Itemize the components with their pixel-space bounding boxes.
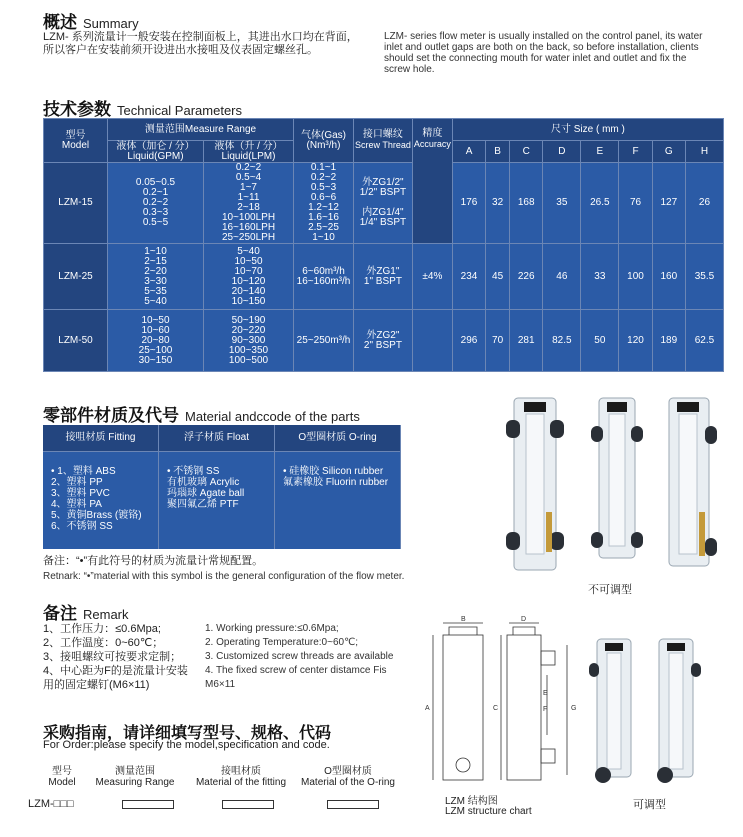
- order-box-oring[interactable]: [327, 800, 379, 809]
- order-header: [43, 766, 403, 788]
- th-model-zh: 型号: [65, 129, 86, 141]
- th-model: [44, 119, 108, 163]
- row-size: 26.5: [581, 163, 619, 244]
- row-lpm: 0.2~2 0.5~4 1~7 1~11 2~18 10~100LPH 16~160LPH 25~250LPH: [204, 163, 294, 244]
- row-thread: 外ZG1" 1" BSPT: [354, 244, 413, 310]
- row-size: 234: [452, 244, 485, 310]
- th-fitting: 接咀材质 Fitting: [43, 425, 159, 451]
- th-size-a: A: [452, 141, 485, 163]
- th-lpm-zh: 液体（升 / 分）: [214, 140, 283, 152]
- order-col1-zh: 型号: [52, 766, 72, 777]
- th-size: 尺寸 Size ( mm ): [452, 119, 723, 141]
- row-size: 76: [619, 163, 652, 244]
- row-size: 32: [486, 163, 510, 244]
- row-size: 189: [652, 310, 685, 372]
- order-col3-zh: 接咀材质: [221, 766, 261, 777]
- row-thread: 外ZG2" 2" BSPT: [354, 310, 413, 372]
- row-lpm: 50~190 20~220 90~300 100~350 100~500: [204, 310, 294, 372]
- label-E: E: [543, 690, 548, 697]
- th-size-b: B: [486, 141, 510, 163]
- parts-title-zh: 零部件材质及代号: [43, 406, 179, 425]
- flowmeter-illustration: [669, 398, 717, 566]
- th-float: 浮子材质 Float: [159, 425, 275, 451]
- th-gas-zh: 气体(Gas): [301, 129, 346, 141]
- flowmeter-illustration: [589, 639, 631, 783]
- row-size: 160: [652, 244, 685, 310]
- remark-list-zh: 1、工作压力：≤0.6Mpa; 2、工作温度：0~60℃； 3、接咀螺纹可按要求定制； 4、中心距为F的是流量计安装 用的固定螺钉(M6×11): [43, 623, 188, 691]
- row-size: 35: [543, 163, 581, 244]
- row-gpm: 10~50 10~60 20~80 25~100 30~150: [108, 310, 204, 372]
- row-size: 281: [510, 310, 543, 372]
- row-size: 296: [452, 310, 485, 372]
- remark-title-en: Remark: [83, 607, 129, 622]
- th-acc-en: Accuracy: [413, 139, 451, 149]
- row-model: LZM-25: [44, 244, 108, 310]
- order-col4-zh: O型圈材质: [324, 766, 372, 777]
- parts-note-zh: 备注：“•”有此符号的材质为流量计常规配置。: [43, 555, 264, 567]
- label-B: B: [461, 616, 466, 623]
- table-row: [44, 310, 724, 372]
- order-col2-en: Measuring Range: [95, 777, 175, 788]
- order-code: LZM-□□□: [28, 798, 74, 810]
- parts-table: [43, 425, 401, 549]
- row-model: LZM-50: [44, 310, 108, 372]
- th-size-e: E: [581, 141, 619, 163]
- order-box-fitting[interactable]: [222, 800, 274, 809]
- row-model: LZM-15: [44, 163, 108, 244]
- caption-structure-zh: LZM 结构图: [445, 796, 498, 807]
- row-size: 62.5: [685, 310, 723, 372]
- parts-heading: [43, 401, 360, 426]
- th-thread-zh: 接口螺纹: [362, 129, 403, 140]
- row-gas: 6~60m³/h 16~160m³/h: [294, 244, 354, 310]
- th-size-d: D: [543, 141, 581, 163]
- label-D: D: [521, 616, 527, 623]
- row-size: 46: [543, 244, 581, 310]
- row-size: 50: [581, 310, 619, 372]
- caption-non-adjustable: 不可调型: [588, 584, 632, 596]
- oring-list: • 硅橡胶 Silicon rubber 氟素橡胶 Fluorin rubber: [275, 452, 401, 549]
- caption-adjustable: 可调型: [633, 799, 666, 811]
- row-thread: 外ZG1/2" 1/2" BSPT 内ZG1/4" 1/4" BSPT: [354, 163, 413, 244]
- tech-table: [43, 118, 724, 372]
- order-col1-en: Model: [48, 777, 76, 788]
- th-accuracy: [412, 119, 452, 244]
- row-gas: 0.1~1 0.2~2 0.5~3 0.6~6 1.2~12 1.6~16 2.5~25 1~10: [294, 163, 354, 244]
- row-gpm: 1~10 2~15 2~20 3~30 5~35 5~40: [108, 244, 204, 310]
- th-gpm-en: Liquid(GPM): [127, 150, 184, 162]
- summary-heading: [43, 8, 139, 33]
- label-C: C: [493, 705, 499, 712]
- float-list: • 不锈钢 SS 有机玻璃 Acrylic 玛瑙球 Agate ball 聚四氟乙烯 PTF: [159, 452, 275, 549]
- flowmeter-illustration: [506, 398, 564, 570]
- order-col3-en: Material of the fitting: [195, 777, 287, 788]
- row-lpm: 5~40 10~50 10~70 10~120 20~140 10~150: [204, 244, 294, 310]
- tech-title-zh: 技术参数: [43, 100, 111, 119]
- th-range: 测量范围Measure Range: [108, 119, 294, 141]
- flowmeter-illustration: [591, 398, 643, 558]
- label-F: F: [543, 706, 548, 713]
- remark-title-zh: 备注: [43, 604, 77, 623]
- row-size: 35.5: [685, 244, 723, 310]
- tech-heading: [43, 95, 242, 120]
- summary-title-zh: 概述: [43, 13, 77, 32]
- row-size: 120: [619, 310, 652, 372]
- flowmeter-illustration: [657, 639, 701, 783]
- th-size-h: H: [685, 141, 723, 163]
- th-model-en: Model: [61, 139, 90, 151]
- row-accuracy-blank: [412, 310, 452, 372]
- summary-text-zh: LZM- 系列流量计一般安装在控制面板上，其进出水口均在背面，所以客户在安装前须开设进出水接咀及仪表固定螺丝孔。: [43, 31, 358, 56]
- label-A: A: [425, 705, 430, 712]
- order-col2-zh: 测量范围: [115, 766, 155, 777]
- row-size: 45: [486, 244, 510, 310]
- th-oring: O型圈材质 O-ring: [275, 425, 401, 451]
- parts-note-en: Retnark: “•”material with this symbol is the general configuration of the flow meter.: [43, 571, 405, 582]
- th-size-c: C: [510, 141, 543, 163]
- th-gas-en: (Nm³/h): [306, 139, 341, 151]
- th-gas: [294, 119, 354, 163]
- th-lpm: [204, 141, 294, 163]
- th-thread: [354, 119, 413, 163]
- flowmeters-photo-top: [500, 392, 730, 572]
- structure-diagram: [415, 615, 583, 795]
- flowmeters-photo-bottom: [585, 635, 715, 795]
- th-gpm-zh: 液体（加仑 / 分）: [116, 140, 195, 152]
- row-size: 127: [652, 163, 685, 244]
- row-size: 226: [510, 244, 543, 310]
- th-lpm-en: Liquid(LPM): [221, 150, 276, 162]
- th-size-g: G: [652, 141, 685, 163]
- row-size: 26: [685, 163, 723, 244]
- label-G: G: [571, 705, 577, 712]
- caption-structure-en: LZM structure chart: [445, 806, 532, 817]
- order-title-en: For Order:please specify the model,specification and code.: [43, 739, 330, 751]
- order-title-zh: 采购指南，请详细填写型号、规格、代码: [43, 725, 332, 742]
- row-accuracy: ±4%: [412, 244, 452, 310]
- remark-list-en: 1. Working pressure:≤0.6Mpa; 2. Operating Temperature:0~60℃; 3. Customized screw threads are available 4. The fixed screw of center distamce Fis M6×11: [205, 623, 394, 690]
- summary-text-en: LZM- series flow meter is usually installed on the control panel, its water inlet and outlet gaps are both on the back, so before installation, clients should set the connecting mouth for water inlet and outlet and fix the screw hole.: [384, 31, 703, 75]
- row-gpm: 0.05~0.5 0.2~1 0.2~2 0.3~3 0.5~5: [108, 163, 204, 244]
- order-box-range[interactable]: [122, 800, 174, 809]
- table-row: [44, 163, 724, 244]
- th-thread-en: Screw Thread: [355, 140, 411, 150]
- th-gpm: [108, 141, 204, 163]
- fitting-list: • 1、塑料 ABS 2、塑料 PP 3、塑料 PVC 4、塑料 PA 5、黄铜Brass (镀铬) 6、不锈钢 SS: [43, 452, 159, 549]
- th-acc-zh: 精度: [422, 128, 443, 139]
- row-size: 176: [452, 163, 485, 244]
- row-gas: 25~250m³/h: [294, 310, 354, 372]
- row-size: 82.5: [543, 310, 581, 372]
- row-size: 100: [619, 244, 652, 310]
- row-size: 33: [581, 244, 619, 310]
- tech-title-en: Technical Parameters: [117, 103, 242, 118]
- row-size: 168: [510, 163, 543, 244]
- remark-heading: [43, 599, 129, 624]
- summary-title-en: Summary: [83, 16, 139, 31]
- row-size: 70: [486, 310, 510, 372]
- table-row: [44, 244, 724, 310]
- th-size-f: F: [619, 141, 652, 163]
- parts-title-en: Material andccode of the parts: [185, 409, 360, 424]
- order-col4-en: Material of the O-ring: [301, 777, 395, 788]
